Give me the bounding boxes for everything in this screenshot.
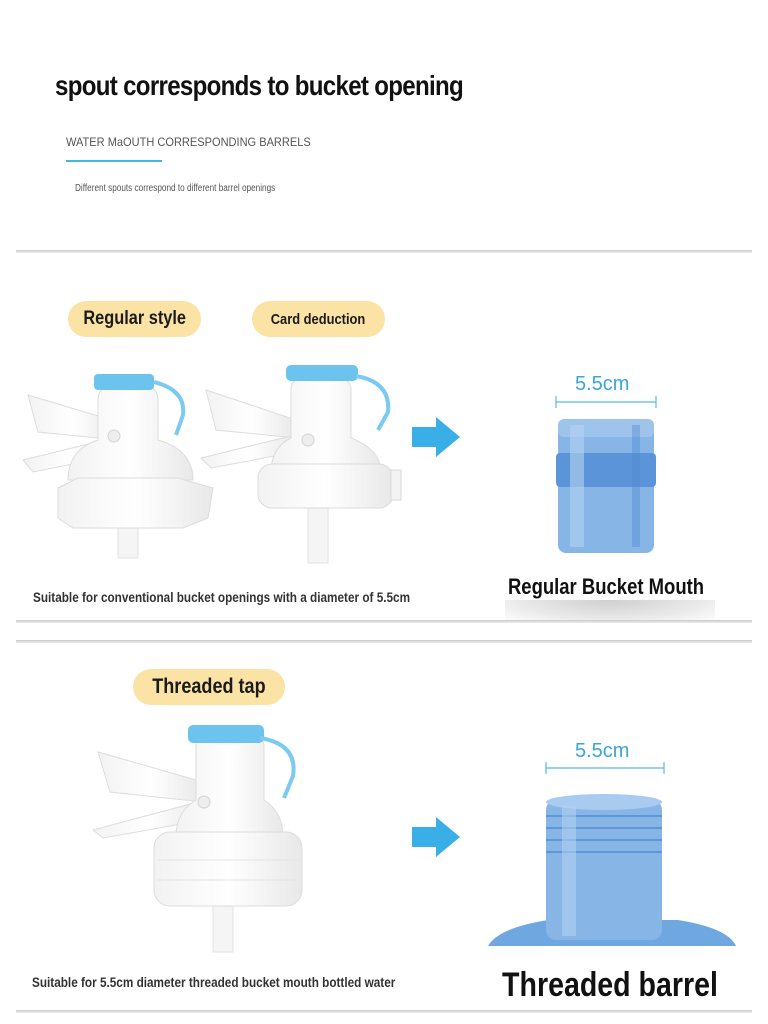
caption-threaded: Suitable for 5.5cm diameter threaded bucket mouth bottled water	[32, 974, 396, 990]
regular-bucket-image	[540, 395, 670, 555]
pill-threaded-tap: Threaded tap	[133, 669, 285, 705]
card-spout-image	[196, 360, 406, 565]
regular-spout-image	[18, 360, 218, 560]
threaded-bucket-image	[488, 760, 738, 948]
dimension-label: 5.5cm	[575, 373, 630, 395]
subtitle-underline	[66, 160, 162, 162]
dimension-label-2: 5.5cm	[575, 740, 630, 762]
section-divider-top	[16, 250, 752, 253]
section-divider-bottom	[16, 1010, 752, 1013]
pill-card-deduction: Card deduction	[252, 301, 385, 337]
regular-bucket-label: Regular Bucket Mouth	[507, 574, 705, 599]
threaded-spout-image	[88, 720, 308, 955]
arrow-right-icon-2	[410, 815, 462, 859]
section-subtitle: WATER MaOUTH CORRESPONDING BARRELS	[66, 135, 311, 149]
caption-regular: Suitable for conventional bucket openings with a diameter of 5.5cm	[33, 589, 411, 605]
threaded-bucket-label: Threaded barrel	[502, 966, 718, 1004]
label-shadow	[505, 600, 715, 622]
section-divider-mid	[16, 620, 752, 623]
page-title: spout corresponds to bucket opening	[55, 70, 464, 101]
pill-regular-style: Regular style	[68, 301, 201, 337]
arrow-right-icon	[410, 415, 462, 459]
section-description: Different spouts correspond to different barrel openings	[75, 183, 276, 194]
section-divider-mid2	[16, 640, 752, 643]
